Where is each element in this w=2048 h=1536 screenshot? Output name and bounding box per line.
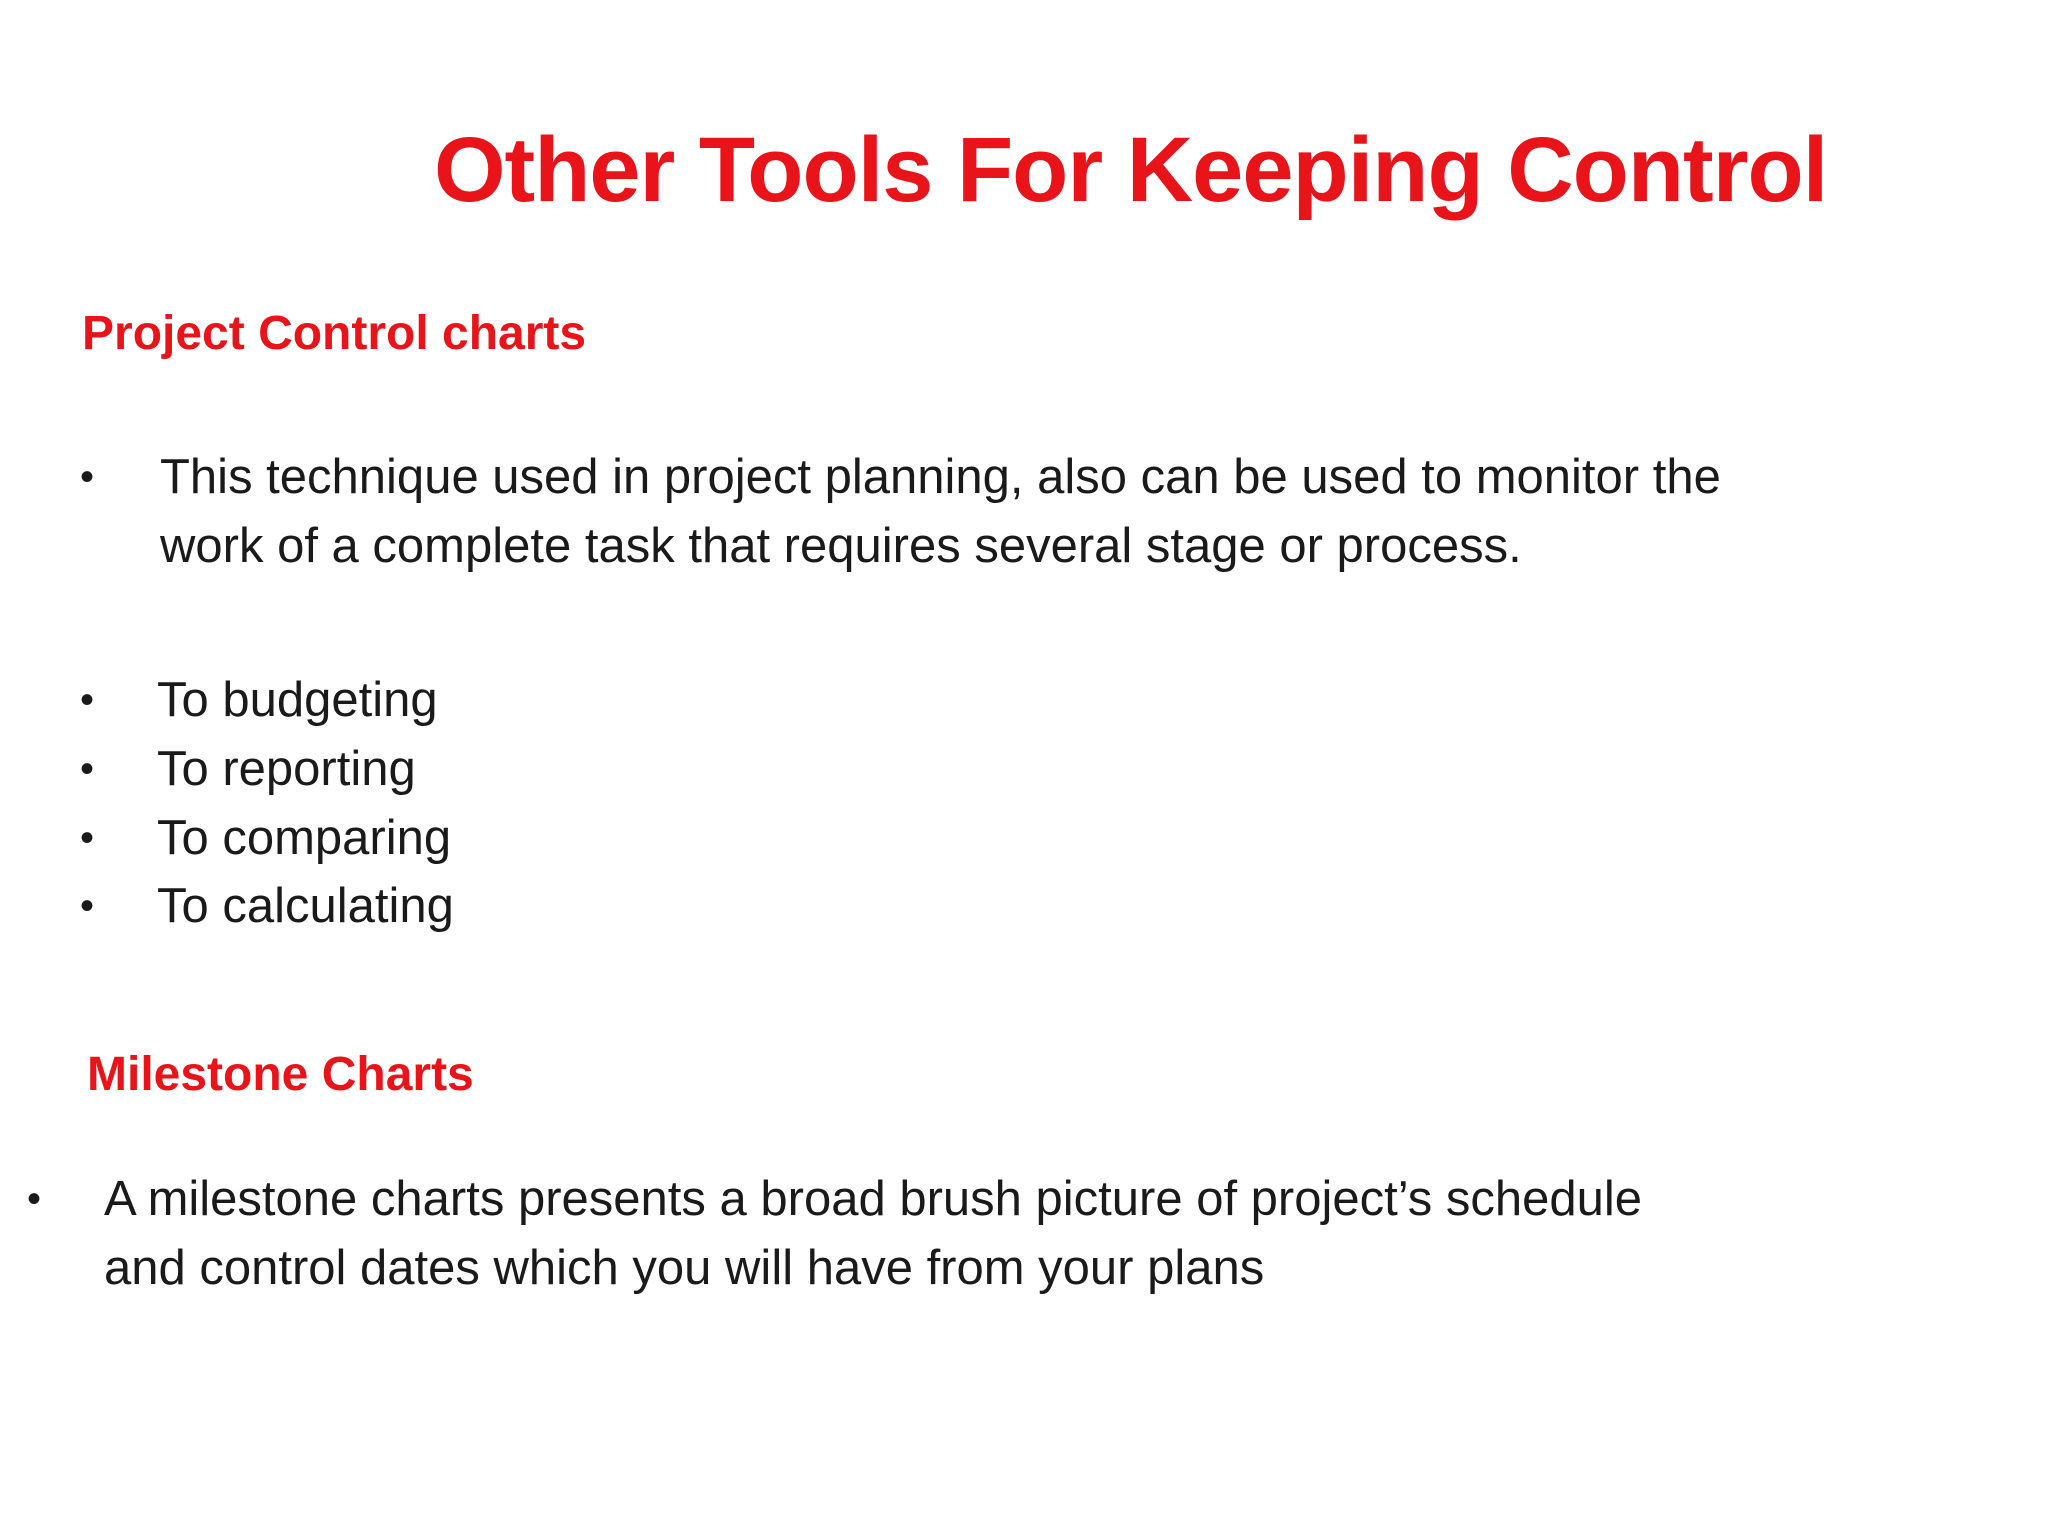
section-heading-project-control-charts: Project Control charts bbox=[82, 307, 587, 360]
bullet-icon: • bbox=[80, 678, 95, 722]
list-item-text: To comparing bbox=[157, 811, 452, 865]
paragraph-line: A milestone charts presents a broad brush picture of project’s schedule bbox=[104, 1172, 1642, 1226]
list-item bbox=[80, 735, 680, 804]
bullet-icon: • bbox=[80, 455, 95, 499]
list-item-text: To budgeting bbox=[157, 673, 438, 727]
list-item bbox=[80, 666, 680, 735]
paragraph-line: and control dates which you will have from your plans bbox=[104, 1241, 1265, 1295]
paragraph-line: work of a complete task that requires several stage or process. bbox=[160, 519, 1522, 573]
bullet-icon: • bbox=[27, 1177, 42, 1221]
list-item bbox=[80, 804, 680, 873]
bullet-icon: • bbox=[80, 747, 95, 791]
paragraph-text bbox=[104, 1165, 1642, 1303]
paragraph-text bbox=[160, 443, 1721, 581]
section-heading-milestone-charts: Milestone Charts bbox=[87, 1048, 474, 1101]
paragraph-line: This technique used in project planning, also can be used to monitor the bbox=[160, 450, 1721, 504]
bullet-icon: • bbox=[80, 884, 95, 928]
slide-title: Other Tools For Keeping Control bbox=[434, 119, 1828, 221]
bullet-icon: • bbox=[80, 816, 95, 860]
list-item-text: To reporting bbox=[157, 742, 416, 796]
list-item bbox=[80, 872, 680, 941]
paragraph-project-control bbox=[80, 443, 1880, 583]
paragraph-milestone bbox=[27, 1165, 1827, 1305]
list-item-text: To calculating bbox=[157, 879, 454, 933]
